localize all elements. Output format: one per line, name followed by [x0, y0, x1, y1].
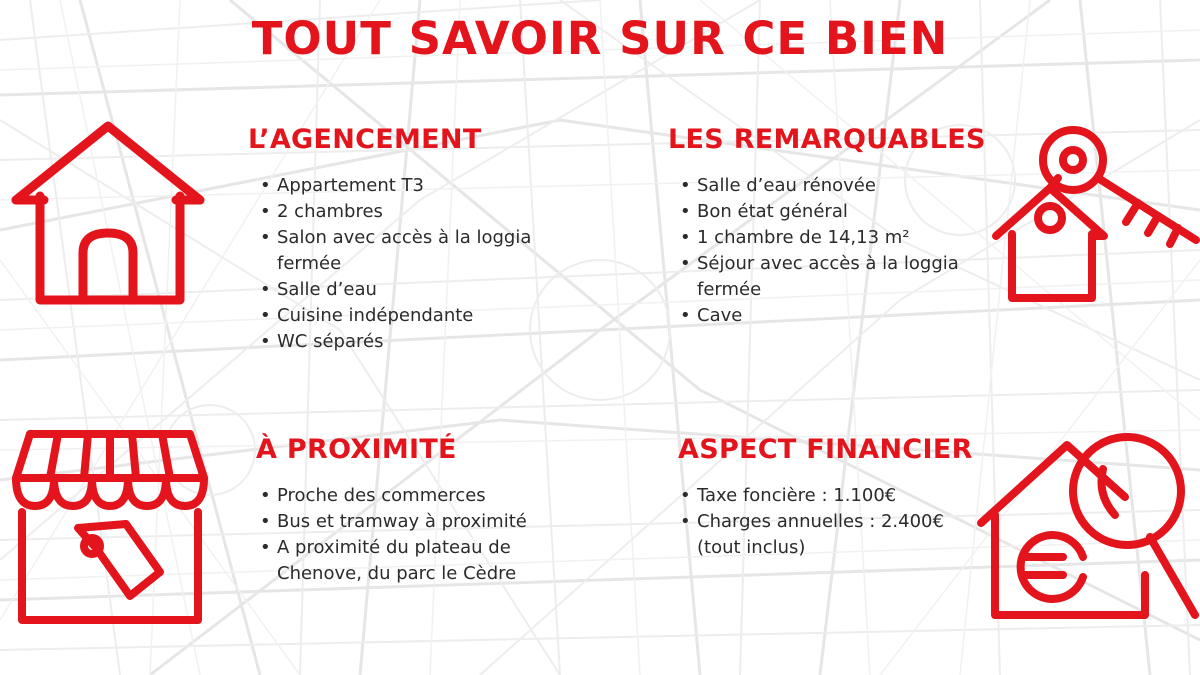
section-remarquables — [668, 124, 986, 329]
list-agencement — [260, 173, 531, 355]
list-item: • Salle d’eau — [260, 277, 531, 303]
list-financier — [680, 483, 973, 561]
list-item: • Cave — [680, 303, 986, 329]
list-remarquables — [680, 173, 986, 329]
list-item: • Charges annuelles : 2.400€ — [680, 509, 973, 535]
list-item: • WC séparés — [260, 329, 531, 355]
list-item: • Bus et tramway à proximité — [260, 509, 527, 535]
list-item: • A proximité du plateau de — [260, 535, 527, 561]
section-heading-financier: ASPECT FINANCIER — [678, 434, 973, 465]
section-financier — [678, 434, 973, 561]
list-item: • Appartement T3 — [260, 173, 531, 199]
list-item: • Salon avec accès à la loggia — [260, 225, 531, 251]
list-item: • Cuisine indépendante — [260, 303, 531, 329]
section-agencement — [248, 124, 531, 355]
section-heading-agencement: L’AGENCEMENT — [248, 124, 482, 155]
list-item: • Salle d’eau rénovée — [680, 173, 986, 199]
section-proximite — [256, 434, 527, 587]
shop-tag-icon — [8, 428, 213, 628]
list-item: • Bon état général — [680, 199, 986, 225]
list-item: • Taxe foncière : 1.100€ — [680, 483, 973, 509]
list-item: fermée — [697, 279, 762, 300]
page-title: TOUT SAVOIR SUR CE BIEN — [251, 12, 949, 65]
list-item: • 1 chambre de 14,13 m² — [680, 225, 986, 251]
list-item: fermée — [277, 253, 342, 274]
list-item: • Séjour avec accès à la loggia — [680, 251, 986, 277]
section-heading-proximite: À PROXIMITÉ — [256, 434, 457, 465]
list-item: • 2 chambres — [260, 199, 531, 225]
list-proximite — [260, 483, 527, 587]
house-icon — [8, 118, 213, 308]
section-heading-remarquables: LES REMARQUABLES — [668, 124, 986, 155]
house-euro-magnifier-icon — [975, 425, 1200, 625]
list-item: (tout inclus) — [697, 537, 806, 558]
list-item: • Proche des commerces — [260, 483, 527, 509]
list-item: Chenove, du parc le Cèdre — [277, 563, 517, 584]
house-key-icon — [988, 118, 1200, 308]
